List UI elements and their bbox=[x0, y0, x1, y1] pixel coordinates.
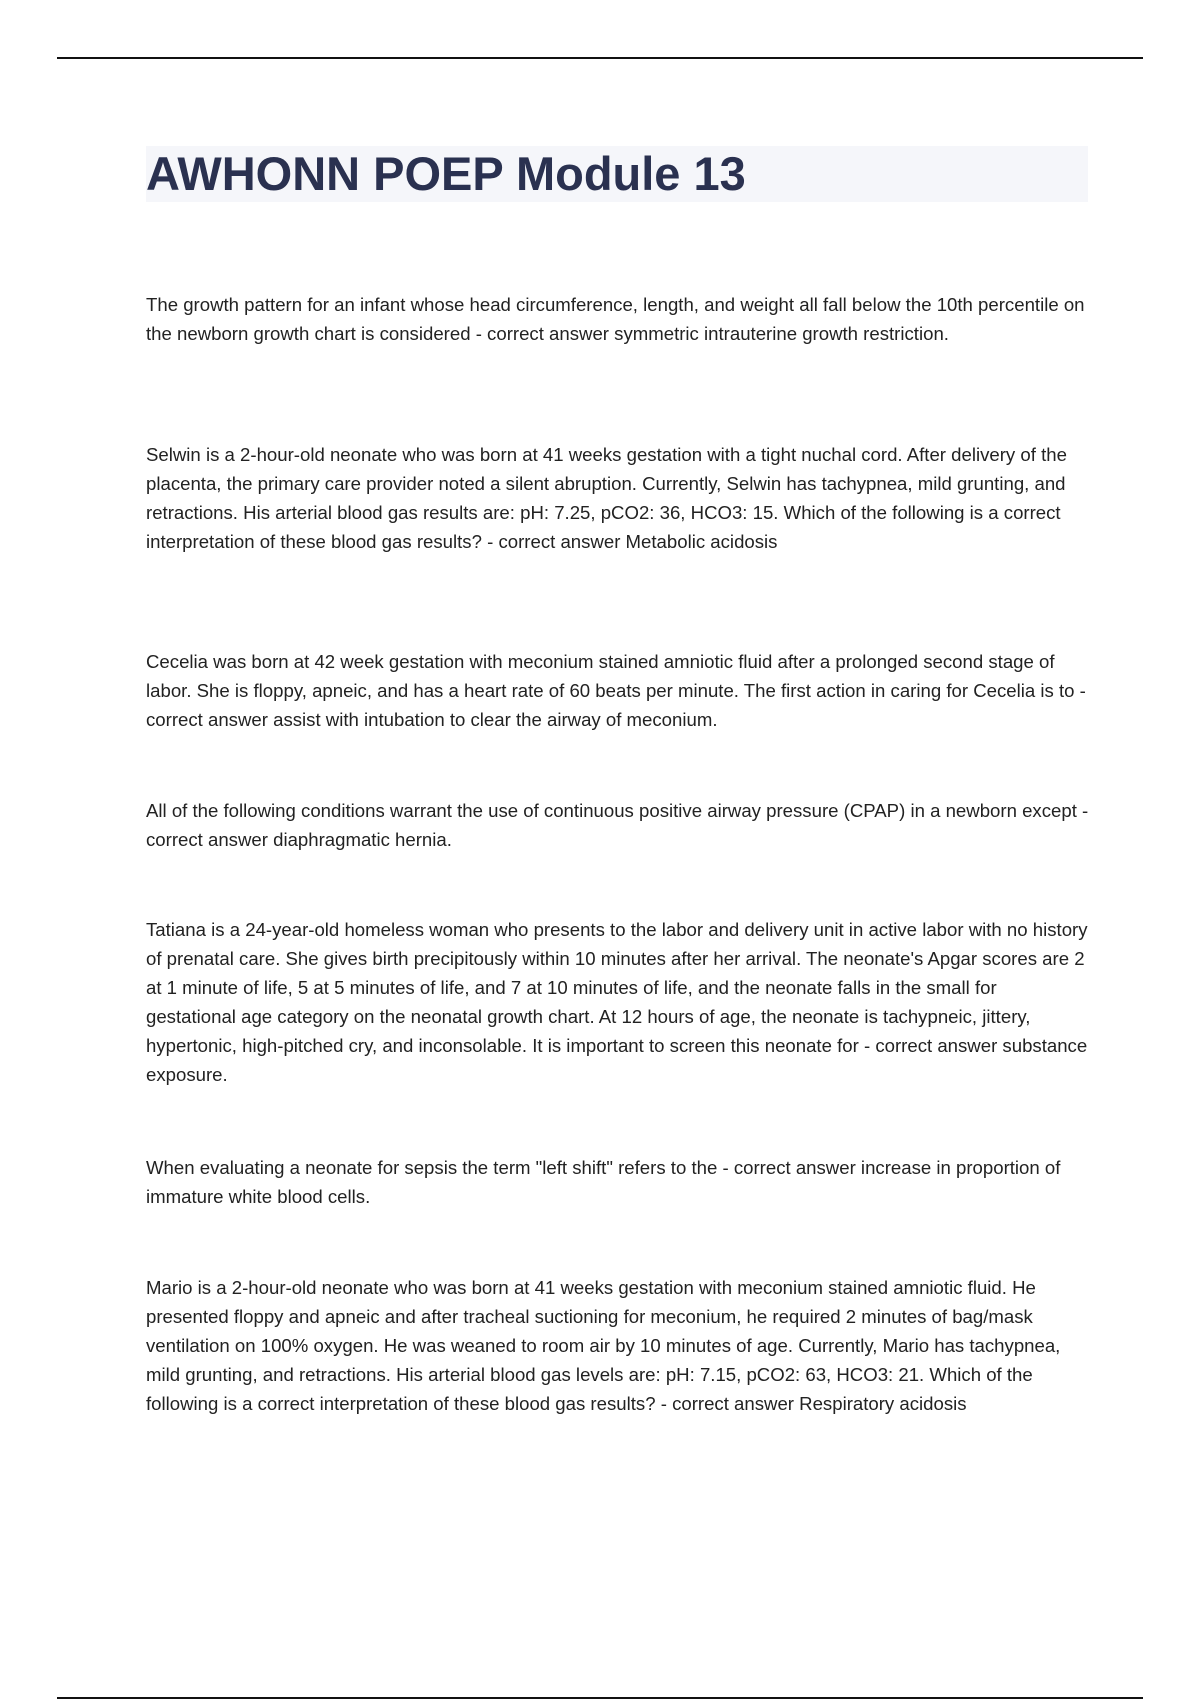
qa-item-7: Mario is a 2-hour-old neonate who was born at 41 weeks gestation with meconium stained amniotic fluid. He presented floppy and apneic and after tracheal suctioning for meconium, he required 2 minutes of bag/mask ventilation on 100% oxygen. He was weaned to room air by 10 minutes of age. Currently, Mario has tachypnea, mild grunting, and retractions. His arterial blood gas levels are: pH: 7.15, pCO2: 63, HCO3: 21. Which of the following is a correct interpretation of these blood gas results? - correct answer Respiratory acidosis bbox=[146, 1277, 1061, 1414]
qa-item-5: Tatiana is a 24-year-old homeless woman who presents to the labor and delivery unit in active labor with no history of prenatal care. She gives birth precipitously within 10 minutes after her arrival. The neonate's Apgar scores are 2 at 1 minute of life, 5 at 5 minutes of life, and 7 at 10 minutes of life, and the neonate falls in the small for gestational age category on the neonatal growth chart. At 12 hours of age, the neonate is tachypneic, jittery, hypertonic, high-pitched cry, and inconsolable. It is important to screen this neonate for - correct answer substance exposure. bbox=[146, 919, 1088, 1085]
qa-item-3: Cecelia was born at 42 week gestation with meconium stained amniotic fluid after a prolonged second stage of labor. She is floppy, apneic, and has a heart rate of 60 beats per minute. The first action in caring for Cecelia is to - correct answer assist with intubation to clear the airway of meconium. bbox=[146, 651, 1086, 730]
qa-item-6: When evaluating a neonate for sepsis the term "left shift" refers to the - correct answer increase in proportion of immature white blood cells. bbox=[146, 1157, 1061, 1207]
qa-item-1: The growth pattern for an infant whose head circumference, length, and weight all fall below the 10th percentile on the newborn growth chart is considered - correct answer symmetric intrauterine growth restriction. bbox=[146, 294, 1085, 344]
qa-item-4: All of the following conditions warrant the use of continuous positive airway pressure (CPAP) in a newborn except - correct answer diaphragmatic hernia. bbox=[146, 800, 1089, 850]
qa-item-2: Selwin is a 2-hour-old neonate who was born at 41 weeks gestation with a tight nuchal cord. After delivery of the placenta, the primary care provider noted a silent abruption. Currently, Selwin has tachypnea, mild grunting, and retractions. His arterial blood gas results are: pH: 7.25, pCO2: 36, HCO3: 15. Which of the following is a correct interpretation of these blood gas results? - correct answer Metabolic acidosis bbox=[146, 444, 1067, 552]
page-title: AWHONN POEP Module 13 bbox=[146, 147, 746, 200]
header-rule bbox=[57, 57, 1143, 59]
footer-rule bbox=[57, 1697, 1143, 1699]
